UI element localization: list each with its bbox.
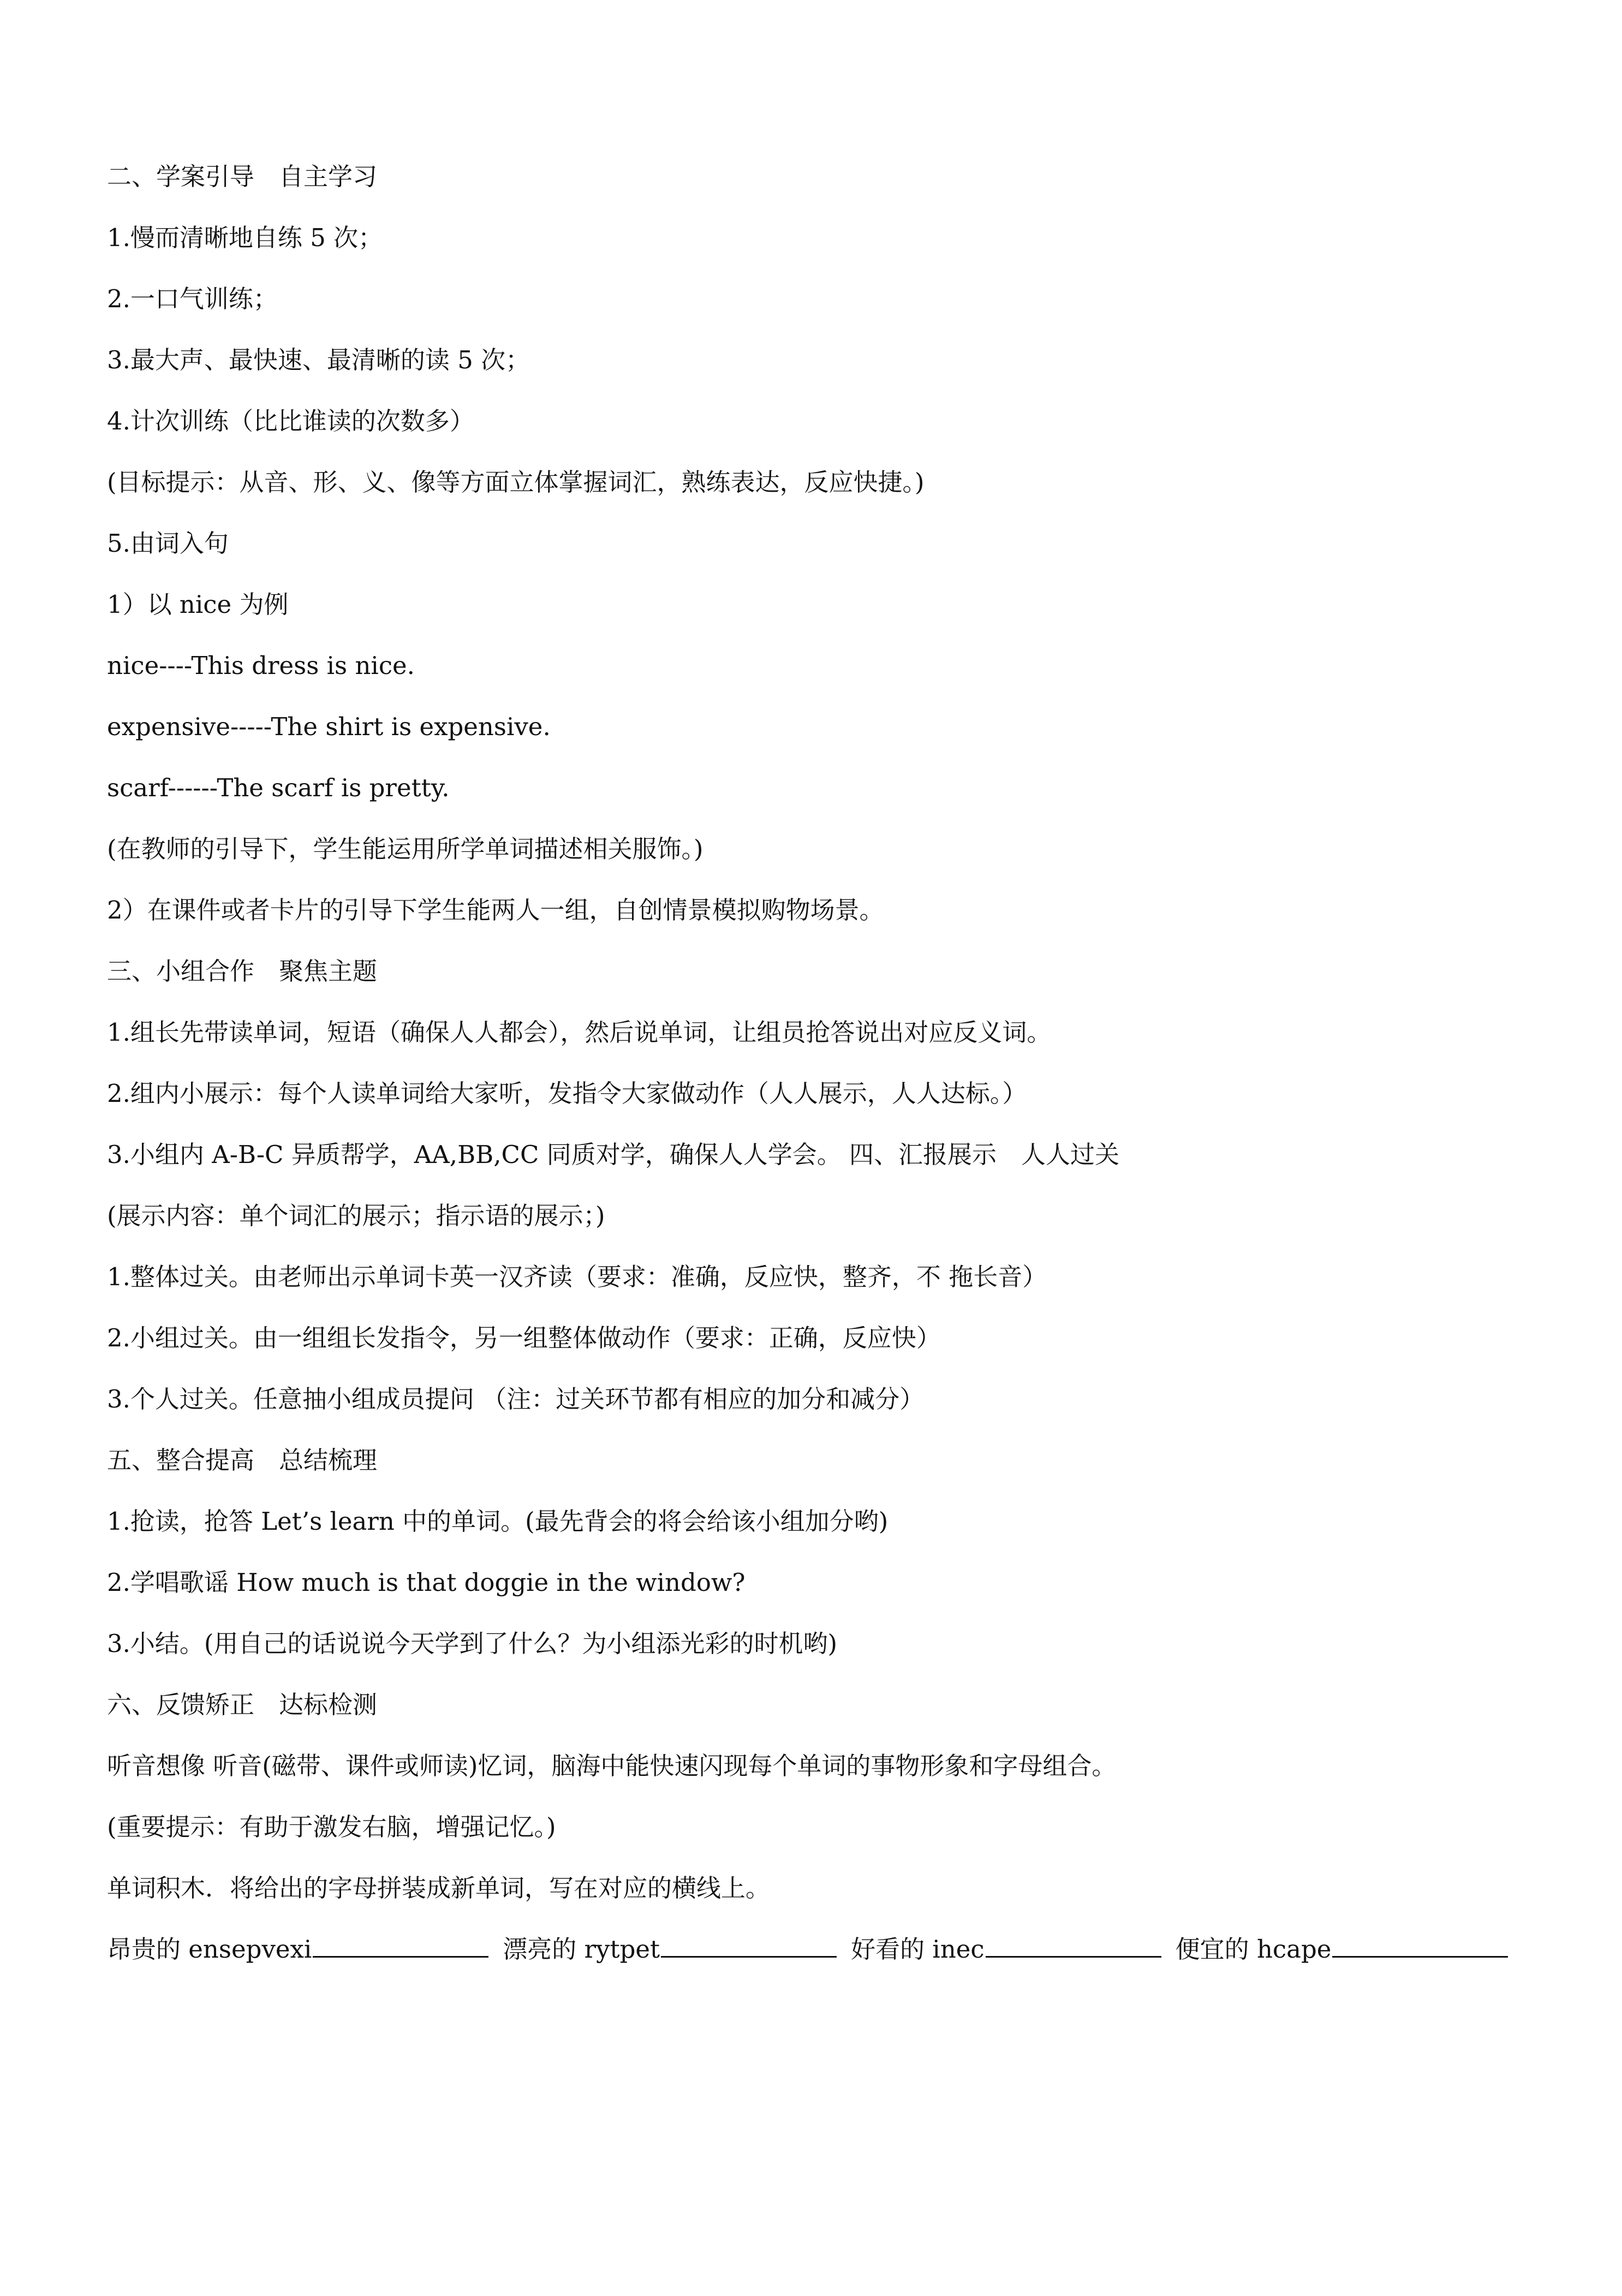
text-line: (目标提示：从音、形、义、像等方面立体掌握词汇，熟练表达，反应快捷。) <box>107 468 925 497</box>
text-line: 5.由词入句 <box>107 529 229 558</box>
example-sentence: scarf------The scarf is pretty. <box>107 773 450 802</box>
text-line: 1）以 nice 为例 <box>107 590 289 619</box>
fill-in-blanks-row <box>107 1919 1537 1980</box>
text-line: 听音想像 听音(磁带、课件或师读)忆词，脑海中能快速闪现每个单词的事物形象和字母组合。 <box>107 1751 1117 1780</box>
example-sentence: nice----This dress is nice. <box>107 651 415 680</box>
text-line: 2）在课件或者卡片的引导下学生能两人一组，自创情景模拟购物场景。 <box>107 896 884 925</box>
blank-prompt: 便宜的 hcape <box>1175 1935 1332 1964</box>
answer-blank[interactable] <box>313 1934 488 1958</box>
text-line: 1.整体过关。由老师出示单词卡英一汉齐读（要求：准确，反应快，整齐，不 拖长音） <box>107 1262 1047 1291</box>
example-sentence: expensive-----The shirt is expensive. <box>107 712 551 741</box>
document-body <box>107 146 1537 1980</box>
blank-prompt: 漂亮的 rytpet <box>503 1935 660 1964</box>
text-line: 3.个人过关。任意抽小组成员提问 （注：过关环节都有相应的加分和减分） <box>107 1385 925 1414</box>
text-line: 1.抢读，抢答 Let’s learn 中的单词。(最先背会的将会给该小组加分哟) <box>107 1507 888 1536</box>
blank-item <box>1176 1919 1508 1980</box>
text-line: 3.最大声、最快速、最清晰的读 5 次； <box>107 345 530 374</box>
text-line: 2.小组过关。由一组组长发指令，另一组整体做动作（要求：正确，反应快） <box>107 1323 941 1352</box>
text-line: 1.组长先带读单词，短语（确保人人都会），然后说单词，让组员抢答说出对应反义词。 <box>107 1018 1052 1047</box>
text-line: 2.学唱歌谣 How much is that doggie in the window? <box>107 1568 746 1597</box>
section-heading-5: 五、整合提高 总结梳理 <box>107 1446 378 1475</box>
text-line: 单词积木．将给出的字母拼装成新单词，写在对应的横线上。 <box>107 1874 771 1903</box>
text-line: 3.小结。(用自己的话说说今天学到了什么？为小组添光彩的时机哟) <box>107 1629 838 1658</box>
text-line: 4.计次训练（比比谁读的次数多） <box>107 407 474 436</box>
blank-prompt: 昂贵的 ensepvexi <box>107 1935 312 1964</box>
answer-blank[interactable] <box>661 1934 837 1958</box>
blank-item <box>503 1919 837 1980</box>
text-line: (展示内容：单个词汇的展示；指示语的展示；) <box>107 1201 605 1230</box>
section-heading-3: 三、小组合作 聚焦主题 <box>107 957 378 986</box>
text-line: 1.慢而清晰地自练 5 次； <box>107 223 383 252</box>
answer-blank[interactable] <box>1332 1934 1508 1958</box>
section-heading-6: 六、反馈矫正 达标检测 <box>107 1690 378 1719</box>
text-line: 2.一口气训练； <box>107 284 278 313</box>
answer-blank[interactable] <box>986 1934 1161 1958</box>
text-line: (在教师的引导下，学生能运用所学单词描述相关服饰。) <box>107 834 703 863</box>
blank-prompt: 好看的 inec <box>851 1935 985 1964</box>
text-line: 3.小组内 A-B-C 异质帮学，AA,BB,CC 同质对学，确保人人学会。 四、汇报展示 人人过关 <box>107 1140 1119 1169</box>
blank-item <box>107 1919 488 1980</box>
text-line: 2.组内小展示：每个人读单词给大家听，发指令大家做动作（人人展示，人人达标。） <box>107 1079 1027 1108</box>
text-line: (重要提示：有助于激发右脑，增强记忆。) <box>107 1812 556 1841</box>
section-heading-2: 二、学案引导 自主学习 <box>107 162 378 191</box>
blank-item <box>851 1919 1161 1980</box>
